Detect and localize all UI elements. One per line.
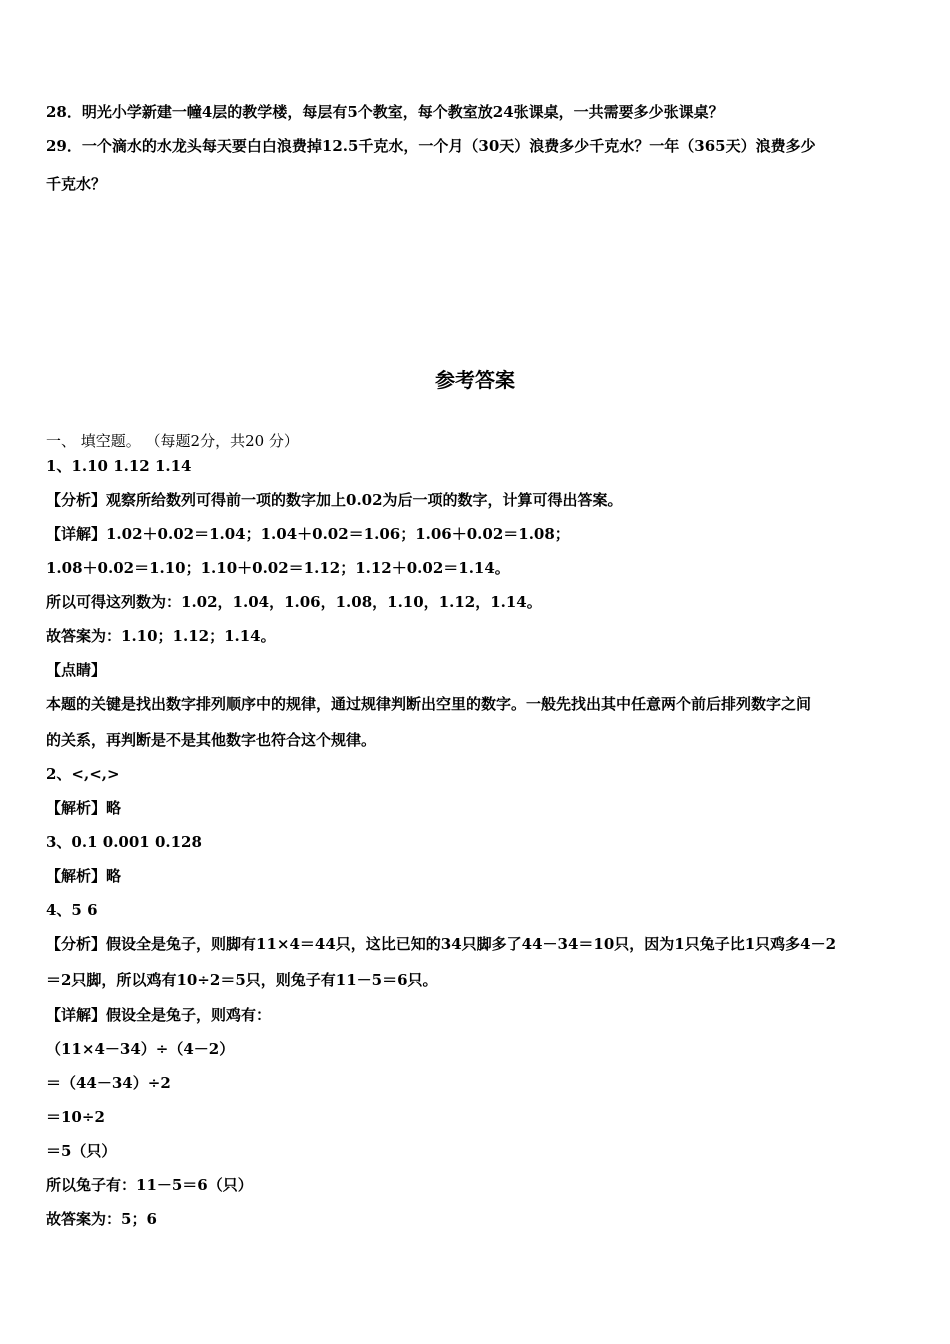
question-29-line1: 29．一个滴水的水龙头每天要白白浪费掉12.5千克水，一个月（30天）浪费多少千克水？一年（365天）浪费多少 bbox=[46, 137, 816, 155]
answer-1: 1、1.10 1.12 1.14 bbox=[46, 457, 192, 475]
answer-2: 2、<,<,> bbox=[46, 765, 120, 783]
answer-1-remark-line2: 的关系，再判断是不是其他数字也符合这个规律。 bbox=[46, 731, 377, 749]
answer-1-detail-line1: 【详解】1.02＋0.02＝1.04；1.04＋0.02＝1.06；1.06＋0.02＝1.08； bbox=[46, 525, 570, 543]
answer-4-step2: ＝（44－34）÷2 bbox=[46, 1074, 171, 1092]
answer-4-step4: ＝5（只） bbox=[46, 1142, 117, 1160]
answer-4-analysis-line1: 【分析】假设全是兔子，则脚有11×4＝44只，这比已知的34只脚多了44－34＝10只，因为1只兔子比1只鸡多4－2 bbox=[46, 935, 837, 953]
section-heading: 一、 填空题。 （每题2分，共20 分） bbox=[46, 432, 299, 450]
answer-4: 4、5 6 bbox=[46, 901, 98, 919]
answer-4-analysis-line2: ＝2只脚，所以鸡有10÷2＝5只，则兔子有11－5＝6只。 bbox=[46, 971, 438, 989]
answer-3: 3、0.1 0.001 0.128 bbox=[46, 833, 202, 851]
answer-4-step3: ＝10÷2 bbox=[46, 1108, 105, 1126]
answer-2-analysis: 【解析】略 bbox=[46, 799, 122, 817]
answer-4-conclusion: 故答案为：5；6 bbox=[46, 1210, 157, 1228]
answer-4-rabbits: 所以兔子有：11－5＝6（只） bbox=[46, 1176, 253, 1194]
answer-1-analysis: 【分析】观察所给数列可得前一项的数字加上0.02为后一项的数字，计算可得出答案。 bbox=[46, 491, 623, 509]
answer-3-analysis: 【解析】略 bbox=[46, 867, 122, 885]
answer-1-remark-line1: 本题的关键是找出数字排列顺序中的规律，通过规律判断出空里的数字。一般先找出其中任意两个前后排列数字之间 bbox=[46, 695, 812, 713]
answer-1-conclusion: 故答案为：1.10；1.12；1.14。 bbox=[46, 627, 276, 645]
answer-4-detail: 【详解】假设全是兔子，则鸡有： bbox=[46, 1006, 272, 1024]
answer-1-detail-line2: 1.08＋0.02＝1.10；1.10＋0.02＝1.12；1.12＋0.02＝1.14。 bbox=[46, 559, 510, 577]
answer-4-step1: （11×4－34）÷（4－2） bbox=[46, 1040, 235, 1058]
question-28: 28．明光小学新建一幢4层的教学楼，每层有5个教室，每个教室放24张课桌，一共需要多少张课桌？ bbox=[46, 103, 724, 121]
answer-1-remark-head: 【点睛】 bbox=[46, 661, 107, 679]
answer-1-detail-line3: 所以可得这列数为：1.02，1.04，1.06，1.08，1.10，1.12，1.14。 bbox=[46, 593, 542, 611]
question-29-line2: 千克水？ bbox=[46, 175, 107, 193]
answer-title: 参考答案 bbox=[435, 368, 515, 392]
